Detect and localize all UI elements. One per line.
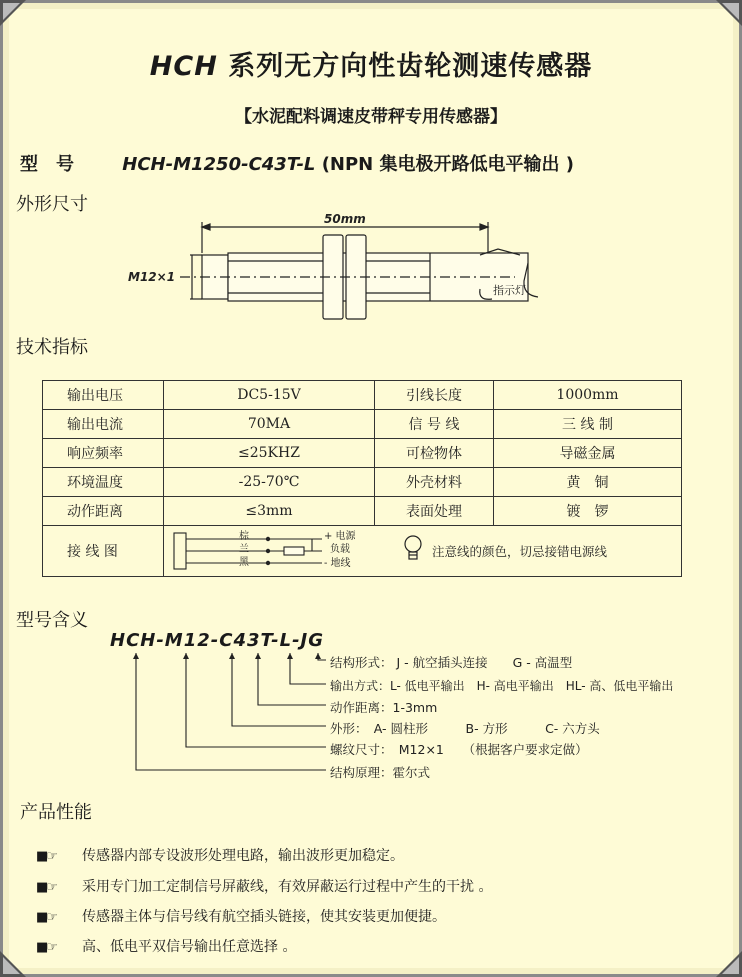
spec-label: 表面处理 [375, 497, 494, 526]
list-item [36, 936, 296, 956]
spec-value: 导磁金属 [494, 439, 682, 468]
meaning-item: 螺纹尺寸： M12×1 （根据客户要求定做） [330, 742, 588, 757]
spec-label: 环境温度 [43, 468, 164, 497]
section-outline: 外形尺寸 [16, 194, 88, 215]
model-desc: (NPN 集电极开路低电平输出 ) [321, 154, 574, 175]
model-code: HCH-M12-C43T-L-JG [110, 630, 325, 651]
spec-label: 引线长度 [375, 381, 494, 410]
wire-blue: 兰 [239, 544, 249, 555]
wire-end-power: + 电源 [324, 531, 356, 542]
table-row [43, 410, 682, 439]
spec-label: 信 号 线 [375, 410, 494, 439]
wire-end-ground: - 地线 [324, 558, 351, 569]
lightbulb-icon [402, 534, 424, 564]
section-meaning: 型号含义 [16, 610, 88, 631]
pointing-hand-icon: ■☞ [36, 910, 56, 925]
pointing-hand-icon: ■☞ [36, 880, 56, 895]
model-value: HCH-M1250-C43T-L [122, 154, 316, 175]
spec-label: 响应频率 [43, 439, 164, 468]
spec-value: 镀 锣 [494, 497, 682, 526]
spec-label: 输出电流 [43, 410, 164, 439]
feature-text: 传感器内部专设波形处理电路，输出波形更加稳定。 [82, 848, 404, 864]
wire-brown: 棕 [239, 531, 249, 542]
page-title: HCH 系列无方向性齿轮测速传感器 [149, 51, 593, 82]
list-item [36, 845, 404, 865]
section-tech: 技术指标 [16, 337, 88, 358]
list-item [36, 906, 446, 926]
feature-text: 高、低电平双信号输出任意选择 。 [82, 939, 297, 955]
spec-label: 外壳材料 [375, 468, 494, 497]
model-line [20, 150, 574, 176]
list-item [36, 876, 492, 896]
indicator-label: 指示灯 [493, 284, 526, 297]
spec-value: ≤3mm [164, 497, 375, 526]
meaning-item: 结构形式： J - 航空插头连接 G - 高温型 [330, 655, 573, 670]
spec-label: 输出电压 [43, 381, 164, 410]
meaning-item: 结构原理：霍尔式 [330, 765, 431, 780]
feature-text: 采用专门加工定制信号屏蔽线，有效屏蔽运行过程中产生的干扰 。 [82, 879, 493, 895]
meaning-item: 动作距离：1-3mm [330, 700, 438, 715]
corner-ornament-bottom-right [716, 951, 742, 977]
wiring-label: 接 线 图 [43, 526, 164, 577]
meaning-item: 输出方式：L- 低电平输出 H- 高电平输出 HL- 高、低电平输出 [330, 679, 674, 693]
pointing-hand-icon: ■☞ [36, 849, 56, 864]
table-row [43, 468, 682, 497]
meaning-item: 外形： A- 圆柱形 B- 方形 C- 六方头 [330, 721, 600, 736]
spec-value: ≤25KHZ [164, 439, 375, 468]
wire-black: 黑 [239, 557, 249, 568]
pointing-hand-icon: ■☞ [36, 940, 56, 955]
dimension-length: 50mm [324, 212, 366, 226]
wire-end-load: 负载 [330, 544, 350, 555]
table-row [43, 381, 682, 410]
table-row [43, 439, 682, 468]
spec-value: 黄 铜 [494, 468, 682, 497]
spec-value: -25-70℃ [164, 468, 375, 497]
spec-value: 1000mm [494, 381, 682, 410]
spec-table [42, 380, 682, 577]
spec-value: DC5-15V [164, 381, 375, 410]
section-performance: 产品性能 [20, 802, 92, 823]
spec-value: 三 线 制 [494, 410, 682, 439]
wiring-row [43, 526, 682, 577]
corner-ornament-top-left [0, 0, 26, 26]
spec-label: 可检物体 [375, 439, 494, 468]
corner-ornament-top-right [716, 0, 742, 26]
wiring-diagram-cell [164, 526, 682, 577]
wiring-diagram [172, 529, 332, 573]
model-label: 型 号 [20, 154, 74, 175]
page-subtitle: 【水泥配料调速皮带秤专用传感器】 [235, 107, 507, 127]
spec-label: 动作距离 [43, 497, 164, 526]
table-row [43, 497, 682, 526]
dimension-thread: M12×1 [128, 270, 176, 284]
corner-ornament-bottom-left [0, 951, 26, 977]
wiring-note: 注意线的颜色，切忌接错电源线 [432, 544, 608, 559]
spec-value: 70MA [164, 410, 375, 439]
feature-text: 传感器主体与信号线有航空插头链接，使其安装更加便捷。 [82, 909, 446, 925]
